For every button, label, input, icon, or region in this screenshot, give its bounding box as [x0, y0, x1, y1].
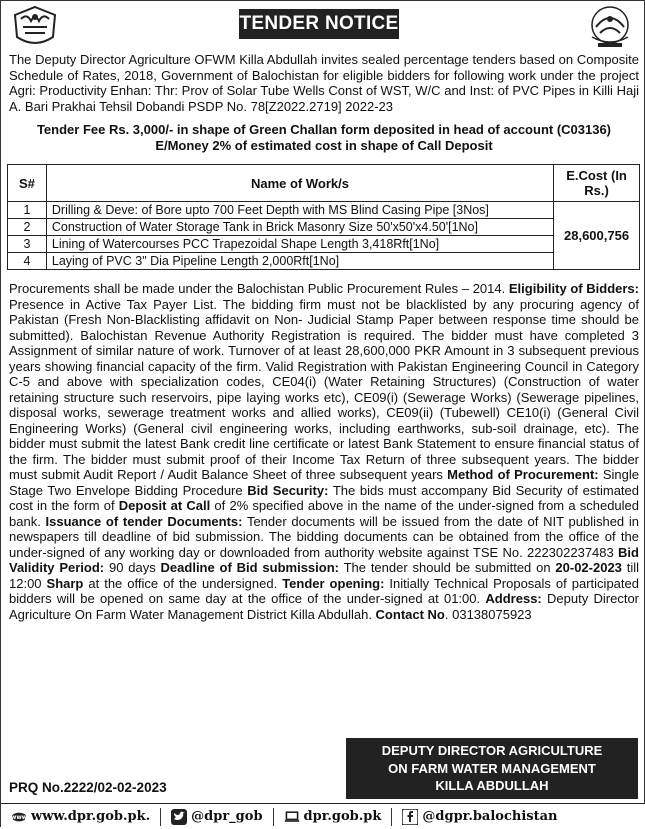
twitter-icon	[171, 809, 187, 825]
contact-label: Contact No	[375, 606, 445, 622]
row-sn: 1	[8, 202, 47, 219]
twitter-handle: @dpr_gob	[191, 809, 263, 824]
works-table	[7, 164, 640, 270]
row-sn: 4	[8, 253, 47, 270]
row-work-name: Drilling & Deve: of Bore upto 700 Feet Depth with MS Blind Casing Pipe [3Nos]	[46, 202, 553, 219]
body-text: The tender should be submitted on	[339, 560, 556, 575]
balochistan-emblem-icon	[9, 3, 61, 51]
row-work-name: Laying of PVC 3" Dia Pipeline Length 2,000Rft[1No]	[46, 253, 553, 270]
body-text: Initially Technical Proposals of participated bidders will be opened on same day at the office of the under-signed at 01:00.	[9, 575, 639, 606]
method-label: Method of Procurement:	[447, 467, 599, 482]
body-text: Single Stage Two Envelope Bidding Procedure	[9, 467, 639, 498]
body-text: The bids must accompany Bid Security of estimated cost in the form of	[9, 482, 640, 513]
body-text: Deputy Director Agriculture On Farm Water Management District Killa Abdullah.	[9, 591, 640, 622]
row-sn: 3	[8, 236, 47, 253]
deadline-label: Deadline of Bid submission:	[160, 560, 339, 575]
agriculture-emblem-icon	[584, 3, 636, 51]
validity-label: Bid Validity Period:	[9, 544, 639, 575]
deadline-date: 20-02-2023	[555, 560, 622, 575]
web-text: dpr.gob.pk	[303, 809, 382, 824]
prq-number: PRQ No.2222/02-02-2023	[9, 780, 167, 795]
facebook-link[interactable]	[402, 809, 557, 825]
website-text: www.dpr.gob.pk.	[31, 809, 151, 824]
globe-icon	[11, 809, 27, 825]
body-text: at the office of the undersigned.	[83, 575, 283, 591]
body-text: Presence in Active Tax Payer List. The bidding firm must not be blacklisted by any procuring agency of Pakistan (Fresh Non-Blacklisting affidavit on Non- Judicial Stamp Paper between response time should be submitted). Balochistan Revenue Authority Registration is required. The bidder must have completed 3 Assignment of similar nature of work. Turnover of at least 28,600,000 PKR Amount in 3 subsequent previous years showing financial capacity of the firm. Valid Registration with Pakistan Engineering Council in Category C-5 and above with specialization codes, CE04(i) (Water Retaining Structures) (Construction of water retaining structure such reservoirs, pipe laying works etc), CE09(i) (Sewerage Works) (Sewerage pipelines, disposal works, sewerage treatment works and allied works), CE09(ii) (Tubewell) CE10(i) (General Civil Engineering Works) (General civil engineering works, including earthworks, sub-soil drainage, etc). The bidder must submit the latest Bank credit line certificate or latest Bank Statement to ensure financial status of the firm. The bidder must submit proof of their Income Tax Return of three subsequent years. The bidder must submit Audit Report / Audit Balance Sheet of three subsequent years	[9, 296, 639, 482]
signatory-box	[346, 738, 638, 799]
website-link[interactable]	[11, 809, 150, 825]
body-text: of 2% specified above in the name of the under-signed from a scheduled bank.	[9, 498, 640, 529]
body-text: till 12:00	[9, 560, 640, 591]
facebook-icon	[402, 809, 418, 825]
table-header-row	[8, 165, 640, 202]
row-work-name: Construction of Water Storage Tank in Brick Masonry Size 50'x50'x4.50'[1No]	[46, 219, 553, 236]
table-row	[8, 253, 640, 270]
body-text: Tender documents will be issued from the date of NIT published in newspapers till deadline of bid submission. The bidding documents can be obtained from the office of the under-signed of any working day or downloaded from authority website against TSE No. 222302237483	[9, 513, 640, 560]
signatory-line: ON FARM WATER MANAGEMENT	[388, 760, 596, 776]
row-sn: 2	[8, 219, 47, 236]
separator	[273, 808, 274, 826]
terms-paragraph	[9, 281, 639, 622]
deposit-label: Deposit at Call	[118, 498, 211, 513]
laptop-icon	[284, 809, 300, 825]
signatory-line: DEPUTY DIRECTOR AGRICULTURE	[381, 743, 603, 758]
svg-text:www: www	[11, 814, 27, 821]
body-text: 90 days	[104, 560, 161, 575]
tender-fee-line: Tender Fee Rs. 3,000/- in shape of Green Challan form deposited in head of account (C03136)	[36, 122, 612, 137]
twitter-link[interactable]	[171, 809, 262, 825]
eligibility-label: Eligibility of Bidders:	[508, 281, 639, 296]
sharp-label: Sharp	[46, 575, 84, 591]
tender-fee-info	[9, 122, 639, 154]
header-name-of-work: Name of Work/s	[46, 165, 553, 202]
separator	[160, 808, 161, 826]
address-label: Address:	[485, 591, 542, 606]
intro-paragraph: The Deputy Director Agriculture OFWM Killa Abdullah invites sealed percentage tenders based on Composite Schedule of Rates, 2018, Government of Balochistan for eligible bidders for following work under the project Agri: Productivity Enhan: Thr: Prov of Solar Tube Wells Const of WST, W/C and Inst: of PVC Pipes in Killi Haji A. Bari Prakhai Tehsil Dobandi PSDP No. 78[Z2022.2719] 2022-23	[9, 52, 639, 114]
contact-bar	[1, 803, 645, 829]
separator	[391, 808, 392, 826]
web-link[interactable]	[284, 809, 382, 825]
header-estimated-cost: E.Cost (In Rs.)	[554, 165, 640, 202]
issuance-label: Issuance of tender Documents:	[45, 513, 243, 529]
estimated-cost-value: 28,600,756	[554, 202, 640, 270]
row-work-name: Lining of Watercourses PCC Trapezoidal Shape Length 3,418Rft[1No]	[46, 236, 553, 253]
page-title: TENDER NOTICE	[239, 9, 399, 39]
signatory-line: KILLA ABDULLAH	[435, 778, 549, 793]
opening-label: Tender opening:	[282, 575, 385, 591]
table-row	[8, 219, 640, 236]
body-text: Procurements shall be made under the Balochistan Public Procurement Rules – 2014.	[9, 281, 509, 296]
body-text: . 03138075923	[444, 606, 532, 622]
bid-security-label: Bid Security:	[247, 482, 329, 498]
table-row	[8, 236, 640, 253]
emoney-line: E/Money 2% of estimated cost in shape of Call Deposit	[155, 138, 493, 153]
facebook-handle: @dgpr.balochistan	[422, 809, 558, 824]
table-row	[8, 202, 640, 219]
header-sn: S#	[8, 165, 47, 202]
